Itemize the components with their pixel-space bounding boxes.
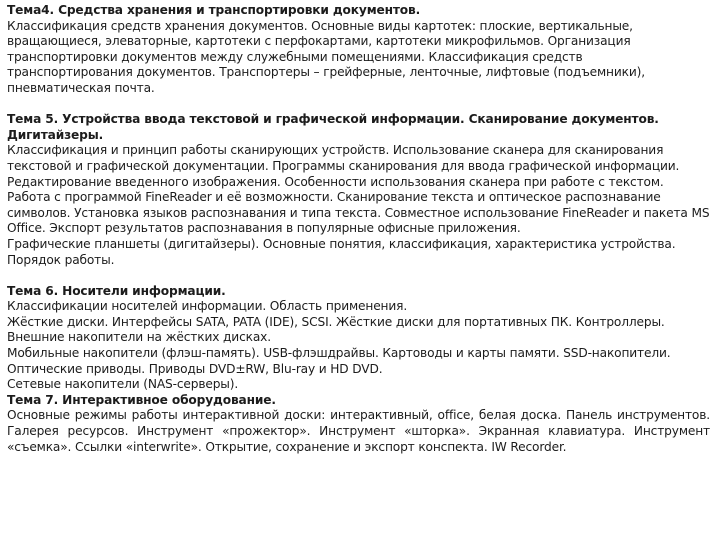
section-heading: Тема 5. Устройства ввода текстовой и графической информации. Сканирование документов. Дигитайзеры. xyxy=(7,112,659,142)
section-heading: Тема 6. Носители информации. xyxy=(7,283,226,298)
section-heading: Тема4. Средства хранения и транспортировки документов. xyxy=(7,3,421,17)
section-heading: Тема 7. Интерактивное оборудование. xyxy=(7,392,276,407)
section-topic-7 xyxy=(7,393,710,455)
section-paragraph: Основные режимы работы интерактивной доски: интерактивный, office, белая доска. Панель инструментов. Галерея ресурсов. Инструмент «прожектор». Инструмент «шторка». Экранная клавиатура. Инструмент «съемка». Ссылки «interwrite». Открытие, сохранение и экспорт конспекта. IW Recorder. xyxy=(7,408,710,454)
section-paragraph: Сетевые накопители (NAS-серверы). xyxy=(7,377,239,392)
section-topic-4 xyxy=(7,3,710,97)
section-paragraph: Жёсткие диски. Интерфейсы SATA, PATA (IDE), SCSI. Жёсткие диски для портативных ПК. Контроллеры. Внешние накопители на жёстких дисках. xyxy=(7,314,665,345)
section-paragraph: Классификация средств хранения документов. Основные виды картотек: плоские, вертикальные, вращающиеся, элеваторные, картотеки с перфокартами, картотеки микрофильмов. Организация транспортировки документов между служебными помещениями. Классификация средств транспортирования документов. Транспортеры – грейферные, ленточные, лифтовые (подъемники), пневматическая почта. xyxy=(7,18,645,95)
section-paragraph: Классификация и принцип работы сканирующих устройств. Использование сканера для сканирования текстовой и графической документации. Программы сканирования для ввода графической информации. Редактирование введенного изображения. Особенности использования сканера при работе с текстом. Работа с программой FineReader и её возможности. Сканирование текста и оптическое распознавание символов. Установка языков распознавания и типа текста. Совместное использование FineReader и пакета MS Office. Экспорт результатов распознавания в популярные офисные приложения. xyxy=(7,143,710,236)
section-topic-6 xyxy=(7,284,710,393)
section-paragraph: Классификации носителей информации. Область применения. xyxy=(7,299,408,314)
section-paragraph: Мобильные накопители (флэш-память). USB-флэшдрайвы. Картоводы и карты памяти. SSD-накопители. Оптические приводы. Приводы DVD±RW, Blu-ray и HD DVD. xyxy=(7,346,671,376)
section-paragraph: Графические планшеты (дигитайзеры). Основные понятия, классификация, характеристика устройства. Порядок работы. xyxy=(7,236,676,267)
section-topic-5 xyxy=(7,112,710,268)
